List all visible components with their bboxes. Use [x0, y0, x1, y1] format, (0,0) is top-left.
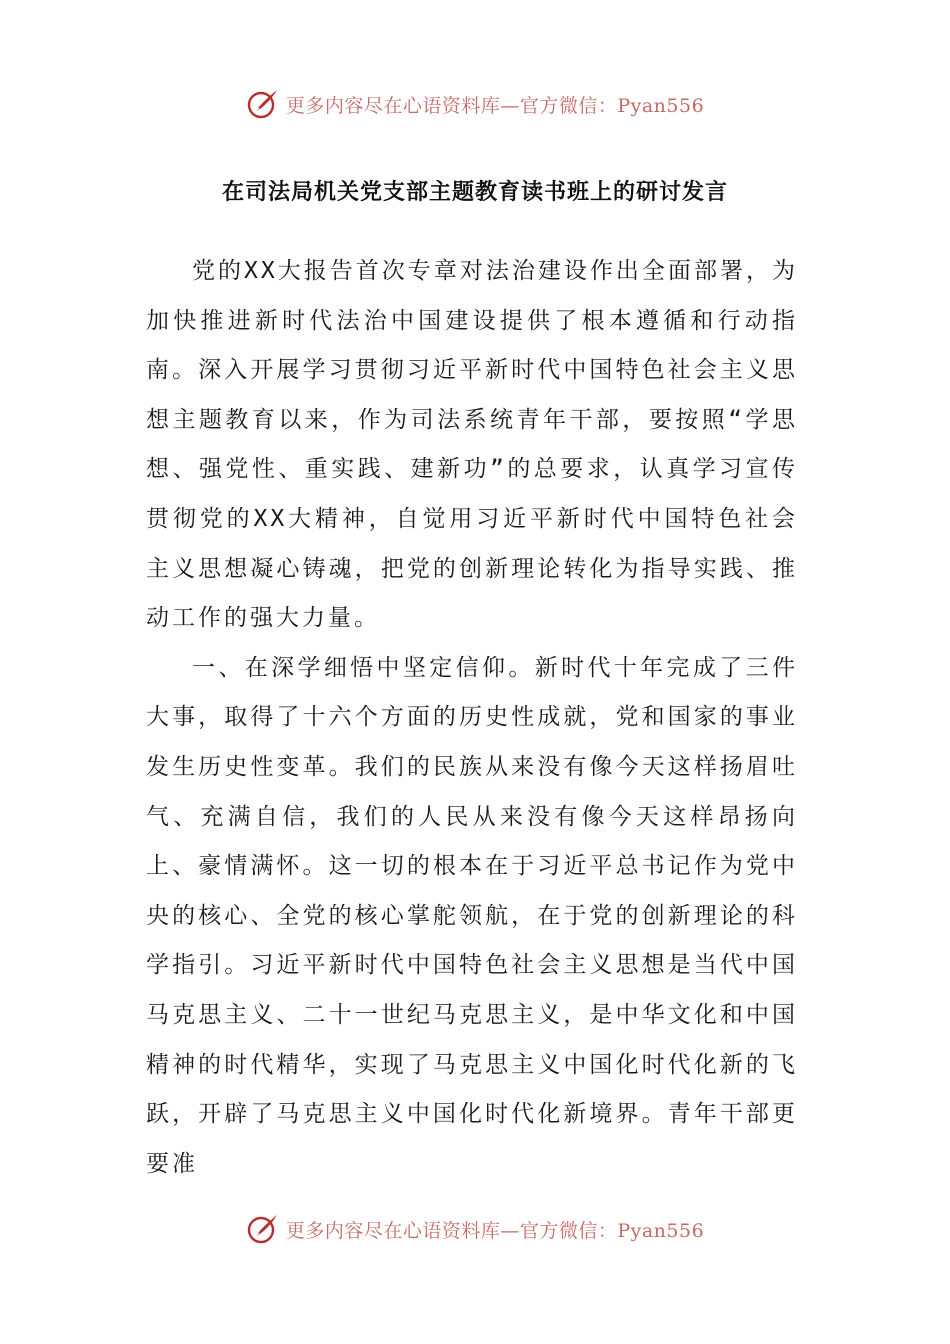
- paragraph: 一、在深学细悟中坚定信仰。新时代十年完成了三件大事，取得了十六个方面的历史性成就，党和国家的事业发生历史性变革。我们的民族从来没有像今天这样扬眉吐气、充满自信，我们的人民从来没有像今天这样昂扬向上、豪情满怀。这一切的根本在于习近平总书记作为党中央的核心、全党的核心掌舵领航，在于党的创新理论的科学指引。习近平新时代中国特色社会主义思想是当代中国马克思主义、二十一世纪马克思主义，是中华文化和中国精神的时代精华，实现了马克思主义中国化时代化新的飞跃，开辟了马克思主义中国化时代化新境界。青年干部更要准: [146, 654, 798, 1177]
- document-body: [146, 247, 798, 1189]
- watermark-text: 更多内容尽在心语资料库—官方微信：Pyan556: [285, 94, 705, 117]
- watermark-text: 更多内容尽在心语资料库—官方微信：Pyan556: [285, 1219, 705, 1242]
- paragraph: 党的XX大报告首次专章对法治建设作出全面部署，为加快推进新时代法治中国建设提供了根本遵循和行动指南。深入开展学习贯彻习近平新时代中国特色社会主义思想主题教育以来，作为司法系统青年干部，要按照“学思想、强党性、重实践、建新功”的总要求，认真学习宣传贯彻党的XX大精神，自觉用习近平新时代中国特色社会主义思想凝心铸魂，把党的创新理论转化为指导实践、推动工作的强大力量。: [146, 258, 798, 632]
- quill-pen-circle-icon: [246, 1212, 280, 1246]
- header-watermark-banner: [0, 84, 950, 124]
- footer-watermark-banner: [0, 1209, 950, 1249]
- quill-pen-circle-icon: [246, 87, 280, 121]
- document-title: 在司法局机关党支部主题教育读书班上的研讨发言: [221, 180, 728, 205]
